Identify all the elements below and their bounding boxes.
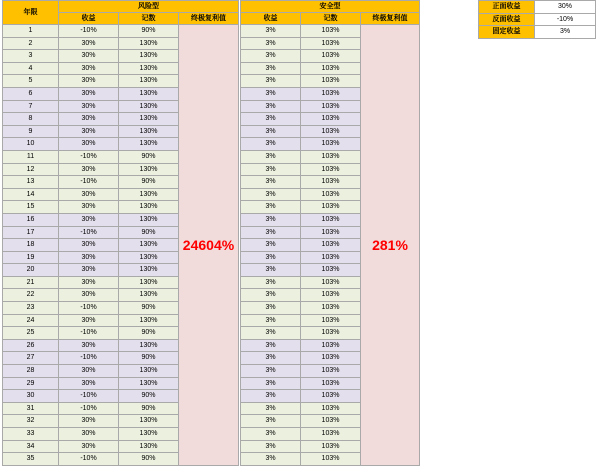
risk-index-cell[interactable]: 90% xyxy=(119,402,179,415)
param-value-positive[interactable]: 30% xyxy=(535,1,596,14)
risk-index-cell[interactable]: 130% xyxy=(119,138,179,151)
year-cell[interactable]: 5 xyxy=(3,75,59,88)
year-cell[interactable]: 2 xyxy=(3,37,59,50)
safe-income-cell[interactable]: 3% xyxy=(241,100,301,113)
risk-income-header[interactable]: 收益 xyxy=(59,13,119,25)
safe-income-cell[interactable]: 3% xyxy=(241,125,301,138)
param-row xyxy=(479,1,596,14)
safe-income-cell[interactable]: 3% xyxy=(241,213,301,226)
risk-income-cell[interactable]: -10% xyxy=(59,302,119,315)
risk-index-cell[interactable]: 130% xyxy=(119,213,179,226)
risk-index-cell[interactable]: 90% xyxy=(119,390,179,403)
safe-income-cell[interactable]: 3% xyxy=(241,327,301,340)
safe-index-cell[interactable]: 103% xyxy=(301,302,361,315)
year-cell[interactable]: 16 xyxy=(3,213,59,226)
year-cell[interactable]: 13 xyxy=(3,176,59,189)
risk-income-cell[interactable]: -10% xyxy=(59,327,119,340)
safe-index-cell[interactable]: 103% xyxy=(301,327,361,340)
year-cell[interactable]: 9 xyxy=(3,125,59,138)
risk-index-cell[interactable]: 130% xyxy=(119,415,179,428)
risk-index-cell[interactable]: 90% xyxy=(119,150,179,163)
risk-income-cell[interactable]: 30% xyxy=(59,188,119,201)
risk-income-cell[interactable]: -10% xyxy=(59,150,119,163)
safe-income-cell[interactable]: 3% xyxy=(241,276,301,289)
table-body xyxy=(3,25,420,466)
risk-income-cell[interactable]: 30% xyxy=(59,75,119,88)
safe-income-cell[interactable]: 3% xyxy=(241,264,301,277)
safe-index-cell[interactable]: 103% xyxy=(301,314,361,327)
risk-income-cell[interactable]: -10% xyxy=(59,352,119,365)
risk-income-cell[interactable]: 30% xyxy=(59,163,119,176)
safe-index-cell[interactable]: 103% xyxy=(301,100,361,113)
risk-index-cell[interactable]: 130% xyxy=(119,428,179,441)
risk-index-cell[interactable]: 130% xyxy=(119,37,179,50)
risk-index-cell[interactable]: 90% xyxy=(119,302,179,315)
safe-income-cell[interactable]: 3% xyxy=(241,453,301,466)
year-cell[interactable]: 24 xyxy=(3,314,59,327)
risk-index-cell[interactable]: 130% xyxy=(119,100,179,113)
year-cell[interactable]: 20 xyxy=(3,264,59,277)
safe-income-cell[interactable]: 3% xyxy=(241,339,301,352)
risk-income-cell[interactable]: 30% xyxy=(59,201,119,214)
risk-index-cell[interactable]: 130% xyxy=(119,239,179,252)
param-value-fixed[interactable]: 3% xyxy=(535,26,596,39)
risk-income-cell[interactable]: -10% xyxy=(59,453,119,466)
risk-income-cell[interactable]: 30% xyxy=(59,100,119,113)
risk-income-cell[interactable]: 30% xyxy=(59,289,119,302)
year-cell[interactable]: 11 xyxy=(3,150,59,163)
safe-group-header[interactable]: 安全型 xyxy=(241,1,420,13)
year-cell[interactable]: 32 xyxy=(3,415,59,428)
safe-index-cell[interactable]: 103% xyxy=(301,176,361,189)
year-cell[interactable]: 1 xyxy=(3,25,59,38)
risk-income-cell[interactable]: 30% xyxy=(59,428,119,441)
year-cell[interactable]: 25 xyxy=(3,327,59,340)
safe-index-cell[interactable]: 103% xyxy=(301,113,361,126)
safe-index-cell[interactable]: 103% xyxy=(301,377,361,390)
safe-index-cell[interactable]: 103% xyxy=(301,239,361,252)
safe-index-cell[interactable]: 103% xyxy=(301,289,361,302)
safe-income-cell[interactable]: 3% xyxy=(241,25,301,38)
risk-income-cell[interactable]: 30% xyxy=(59,87,119,100)
safe-index-cell[interactable]: 103% xyxy=(301,213,361,226)
risk-index-cell[interactable]: 130% xyxy=(119,264,179,277)
year-cell[interactable]: 31 xyxy=(3,402,59,415)
risk-index-cell[interactable]: 130% xyxy=(119,339,179,352)
param-label-positive[interactable]: 正面收益 xyxy=(479,1,535,14)
safe-income-cell[interactable]: 3% xyxy=(241,50,301,63)
safe-income-cell[interactable]: 3% xyxy=(241,352,301,365)
year-cell[interactable]: 21 xyxy=(3,276,59,289)
risk-index-cell[interactable]: 130% xyxy=(119,113,179,126)
safe-income-header[interactable]: 收益 xyxy=(241,13,301,25)
safe-index-cell[interactable]: 103% xyxy=(301,365,361,378)
safe-index-cell[interactable]: 103% xyxy=(301,75,361,88)
safe-income-cell[interactable]: 3% xyxy=(241,113,301,126)
risk-index-cell[interactable]: 130% xyxy=(119,276,179,289)
year-cell[interactable]: 28 xyxy=(3,365,59,378)
safe-index-cell[interactable]: 103% xyxy=(301,390,361,403)
risk-income-cell[interactable]: 30% xyxy=(59,251,119,264)
year-cell[interactable]: 29 xyxy=(3,377,59,390)
risk-income-cell[interactable]: 30% xyxy=(59,264,119,277)
safe-index-cell[interactable]: 103% xyxy=(301,50,361,63)
safe-index-cell[interactable]: 103% xyxy=(301,402,361,415)
safe-index-cell[interactable]: 103% xyxy=(301,125,361,138)
year-cell[interactable]: 14 xyxy=(3,188,59,201)
safe-index-cell[interactable]: 103% xyxy=(301,25,361,38)
risk-final-header[interactable]: 终极复利值 xyxy=(179,13,239,25)
safe-income-cell[interactable]: 3% xyxy=(241,37,301,50)
risk-index-cell[interactable]: 90% xyxy=(119,327,179,340)
risk-index-cell[interactable]: 90% xyxy=(119,176,179,189)
risk-index-cell[interactable]: 90% xyxy=(119,25,179,38)
safe-income-cell[interactable]: 3% xyxy=(241,201,301,214)
year-cell[interactable]: 33 xyxy=(3,428,59,441)
safe-income-cell[interactable]: 3% xyxy=(241,377,301,390)
year-cell[interactable]: 12 xyxy=(3,163,59,176)
safe-index-cell[interactable]: 103% xyxy=(301,138,361,151)
year-cell[interactable]: 6 xyxy=(3,87,59,100)
risk-income-cell[interactable]: 30% xyxy=(59,125,119,138)
year-cell[interactable]: 34 xyxy=(3,440,59,453)
risk-index-cell[interactable]: 130% xyxy=(119,289,179,302)
safe-index-cell[interactable]: 103% xyxy=(301,453,361,466)
safe-index-cell[interactable]: 103% xyxy=(301,163,361,176)
year-cell[interactable]: 35 xyxy=(3,453,59,466)
safe-income-cell[interactable]: 3% xyxy=(241,176,301,189)
safe-index-cell[interactable]: 103% xyxy=(301,201,361,214)
safe-index-cell[interactable]: 103% xyxy=(301,440,361,453)
safe-income-cell[interactable]: 3% xyxy=(241,302,301,315)
risk-index-cell[interactable]: 130% xyxy=(119,440,179,453)
safe-final-header[interactable]: 终极复利值 xyxy=(361,13,420,25)
risk-index-cell[interactable]: 130% xyxy=(119,188,179,201)
risk-income-cell[interactable]: 30% xyxy=(59,314,119,327)
risk-income-cell[interactable]: 30% xyxy=(59,415,119,428)
risk-index-cell[interactable]: 130% xyxy=(119,365,179,378)
year-cell[interactable]: 4 xyxy=(3,62,59,75)
safe-index-cell[interactable]: 103% xyxy=(301,415,361,428)
safe-index-cell[interactable]: 103% xyxy=(301,87,361,100)
safe-index-cell[interactable]: 103% xyxy=(301,226,361,239)
safe-income-cell[interactable]: 3% xyxy=(241,188,301,201)
safe-income-cell[interactable]: 3% xyxy=(241,390,301,403)
returns-table xyxy=(2,0,420,466)
risk-income-cell[interactable]: -10% xyxy=(59,390,119,403)
year-cell[interactable]: 30 xyxy=(3,390,59,403)
safe-index-cell[interactable]: 103% xyxy=(301,264,361,277)
risk-index-cell[interactable]: 130% xyxy=(119,125,179,138)
risk-income-cell[interactable]: 30% xyxy=(59,239,119,252)
risk-income-cell[interactable]: -10% xyxy=(59,25,119,38)
safe-income-cell[interactable]: 3% xyxy=(241,138,301,151)
safe-income-cell[interactable]: 3% xyxy=(241,365,301,378)
risk-income-cell[interactable]: 30% xyxy=(59,440,119,453)
safe-income-cell[interactable]: 3% xyxy=(241,226,301,239)
risk-income-cell[interactable]: 30% xyxy=(59,113,119,126)
year-cell[interactable]: 23 xyxy=(3,302,59,315)
safe-income-cell[interactable]: 3% xyxy=(241,415,301,428)
risk-index-cell[interactable]: 130% xyxy=(119,87,179,100)
risk-income-cell[interactable]: 30% xyxy=(59,138,119,151)
risk-index-cell[interactable]: 130% xyxy=(119,251,179,264)
risk-income-cell[interactable]: 30% xyxy=(59,213,119,226)
param-value-negative[interactable]: -10% xyxy=(535,13,596,26)
safe-income-cell[interactable]: 3% xyxy=(241,440,301,453)
param-label-fixed[interactable]: 固定收益 xyxy=(479,26,535,39)
risk-income-cell[interactable]: 30% xyxy=(59,377,119,390)
risk-index-cell[interactable]: 130% xyxy=(119,75,179,88)
table-row xyxy=(3,25,420,38)
risk-group-header[interactable]: 风险型 xyxy=(59,1,239,13)
risk-income-cell[interactable]: 30% xyxy=(59,276,119,289)
safe-final-value[interactable]: 281% xyxy=(361,25,420,466)
risk-index-cell[interactable]: 130% xyxy=(119,201,179,214)
parameters-table xyxy=(478,0,596,39)
param-row xyxy=(479,13,596,26)
risk-income-cell[interactable]: 30% xyxy=(59,365,119,378)
param-label-negative[interactable]: 反面收益 xyxy=(479,13,535,26)
year-cell[interactable]: 15 xyxy=(3,201,59,214)
safe-index-cell[interactable]: 103% xyxy=(301,251,361,264)
year-cell[interactable]: 17 xyxy=(3,226,59,239)
risk-index-cell[interactable]: 130% xyxy=(119,163,179,176)
year-cell[interactable]: 10 xyxy=(3,138,59,151)
risk-index-cell[interactable]: 130% xyxy=(119,62,179,75)
risk-income-cell[interactable]: -10% xyxy=(59,176,119,189)
risk-income-cell[interactable]: -10% xyxy=(59,226,119,239)
safe-index-cell[interactable]: 103% xyxy=(301,37,361,50)
risk-index-cell[interactable]: 90% xyxy=(119,352,179,365)
safe-income-cell[interactable]: 3% xyxy=(241,150,301,163)
risk-income-cell[interactable]: 30% xyxy=(59,50,119,63)
safe-index-cell[interactable]: 103% xyxy=(301,428,361,441)
param-row xyxy=(479,26,596,39)
safe-income-cell[interactable]: 3% xyxy=(241,87,301,100)
safe-index-cell[interactable]: 103% xyxy=(301,339,361,352)
safe-income-cell[interactable]: 3% xyxy=(241,251,301,264)
year-cell[interactable]: 7 xyxy=(3,100,59,113)
safe-income-cell[interactable]: 3% xyxy=(241,62,301,75)
safe-index-cell[interactable]: 103% xyxy=(301,276,361,289)
safe-index-cell[interactable]: 103% xyxy=(301,150,361,163)
year-cell[interactable]: 18 xyxy=(3,239,59,252)
risk-index-header[interactable]: 记数 xyxy=(119,13,179,25)
safe-index-cell[interactable]: 103% xyxy=(301,352,361,365)
safe-income-cell[interactable]: 3% xyxy=(241,428,301,441)
risk-index-cell[interactable]: 130% xyxy=(119,50,179,63)
year-cell[interactable]: 22 xyxy=(3,289,59,302)
safe-income-cell[interactable]: 3% xyxy=(241,314,301,327)
safe-income-cell[interactable]: 3% xyxy=(241,402,301,415)
risk-final-value[interactable]: 24604% xyxy=(179,25,239,466)
risk-income-cell[interactable]: 30% xyxy=(59,339,119,352)
safe-income-cell[interactable]: 3% xyxy=(241,239,301,252)
safe-income-cell[interactable]: 3% xyxy=(241,289,301,302)
year-header[interactable]: 年限 xyxy=(3,1,59,25)
safe-index-cell[interactable]: 103% xyxy=(301,188,361,201)
risk-income-cell[interactable]: 30% xyxy=(59,37,119,50)
year-cell[interactable]: 8 xyxy=(3,113,59,126)
risk-income-cell[interactable]: -10% xyxy=(59,402,119,415)
year-cell[interactable]: 27 xyxy=(3,352,59,365)
risk-income-cell[interactable]: 30% xyxy=(59,62,119,75)
safe-index-header[interactable]: 记数 xyxy=(301,13,361,25)
risk-index-cell[interactable]: 130% xyxy=(119,314,179,327)
safe-income-cell[interactable]: 3% xyxy=(241,163,301,176)
year-cell[interactable]: 19 xyxy=(3,251,59,264)
safe-index-cell[interactable]: 103% xyxy=(301,62,361,75)
risk-index-cell[interactable]: 90% xyxy=(119,226,179,239)
year-cell[interactable]: 3 xyxy=(3,50,59,63)
risk-index-cell[interactable]: 90% xyxy=(119,453,179,466)
safe-income-cell[interactable]: 3% xyxy=(241,75,301,88)
year-cell[interactable]: 26 xyxy=(3,339,59,352)
risk-index-cell[interactable]: 130% xyxy=(119,377,179,390)
